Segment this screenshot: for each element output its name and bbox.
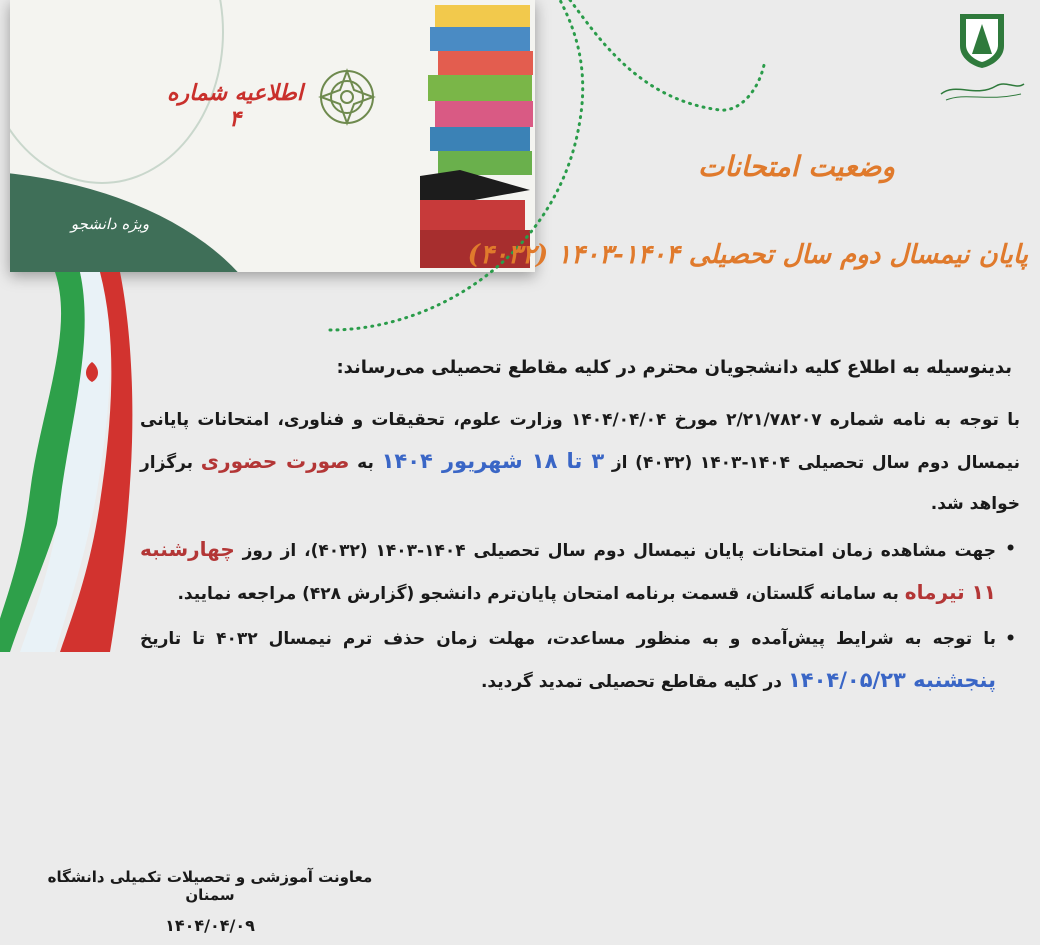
bullet-icon: • bbox=[1005, 629, 1016, 649]
heading-exam-status: وضعیت امتحانات bbox=[697, 150, 895, 183]
notice-list bbox=[140, 529, 1020, 703]
bullet-icon: • bbox=[1005, 539, 1016, 559]
announcement-number: اطلاعیه شماره ۴ bbox=[167, 80, 303, 132]
heading-semester: پایان نیمسال دوم سال تحصیلی ۱۴۰۴-۱۴۰۳ (۴۰۳۲) bbox=[467, 240, 1028, 270]
main-paragraph: با توجه به نامه شماره ۲/۲۱/۷۸۲۰۷ مورخ ۱۴۰۴/۰۴/۰۴ وزارت علوم، تحقیقات و فناوری، امتحانات پایانی نیمسال دوم سال تحصیلی ۱۴۰۴-۱۴۰۳ (۴۰۳۲) از ۳ تا ۱۸ شهریور ۱۴۰۴ به صورت حضوری برگزار خواهد شد. bbox=[140, 410, 1020, 514]
ornament-seal-icon bbox=[318, 68, 376, 126]
header-banner bbox=[10, 0, 535, 272]
exam-dates: ۳ تا ۱۸ شهریور ۱۴۰۴ bbox=[381, 449, 605, 473]
university-logo bbox=[936, 10, 1028, 106]
withdrawal-deadline: پنجشنبه ۱۴۰۴/۰۵/۲۳ bbox=[787, 668, 996, 692]
banner-audience: ویژه دانشجو bbox=[70, 215, 150, 233]
signature-date: ۱۴۰۴/۰۴/۰۹ bbox=[165, 916, 255, 935]
logo-calligraphy-icon bbox=[936, 74, 1028, 104]
list-item: • جهت مشاهده زمان امتحانات پایان نیمسال دوم سال تحصیلی ۱۴۰۴-۱۴۰۳ (۴۰۳۲)، از روز چهارشنبه ۱۱ تیرماه به سامانه گلستان، قسمت برنامه امتحان پایان‌ترم دانشجو (گزارش ۴۲۸) مراجعه نمایید. bbox=[140, 529, 1020, 615]
schedule-start-day: چهارشنبه ۱۱ تیرماه bbox=[140, 537, 996, 604]
university-emblem-icon bbox=[952, 10, 1012, 70]
books-graduation-cap-icon bbox=[420, 0, 535, 272]
announcement-body bbox=[140, 348, 1020, 703]
intro-line: بدینوسیله به اطلاع کلیه دانشجویان محترم در کلیه مقاطع تحصیلی می‌رساند: bbox=[336, 357, 1012, 378]
list-item: • با توجه به شرایط پیش‌آمده و به منظور مساعدت، مهلت زمان حذف ترم نیمسال ۴۰۳۲ تا تاریخ پنجشنبه ۱۴۰۴/۰۵/۲۳ در کلیه مقاطع تحصیلی تمدید گردید. bbox=[140, 619, 1020, 703]
signature-block bbox=[30, 868, 390, 935]
signature-office: معاونت آموزشی و تحصیلات تکمیلی دانشگاه سمنان bbox=[47, 868, 373, 904]
exam-mode: صورت حضوری bbox=[200, 449, 350, 473]
iran-flag-ribbon-icon bbox=[0, 272, 135, 652]
